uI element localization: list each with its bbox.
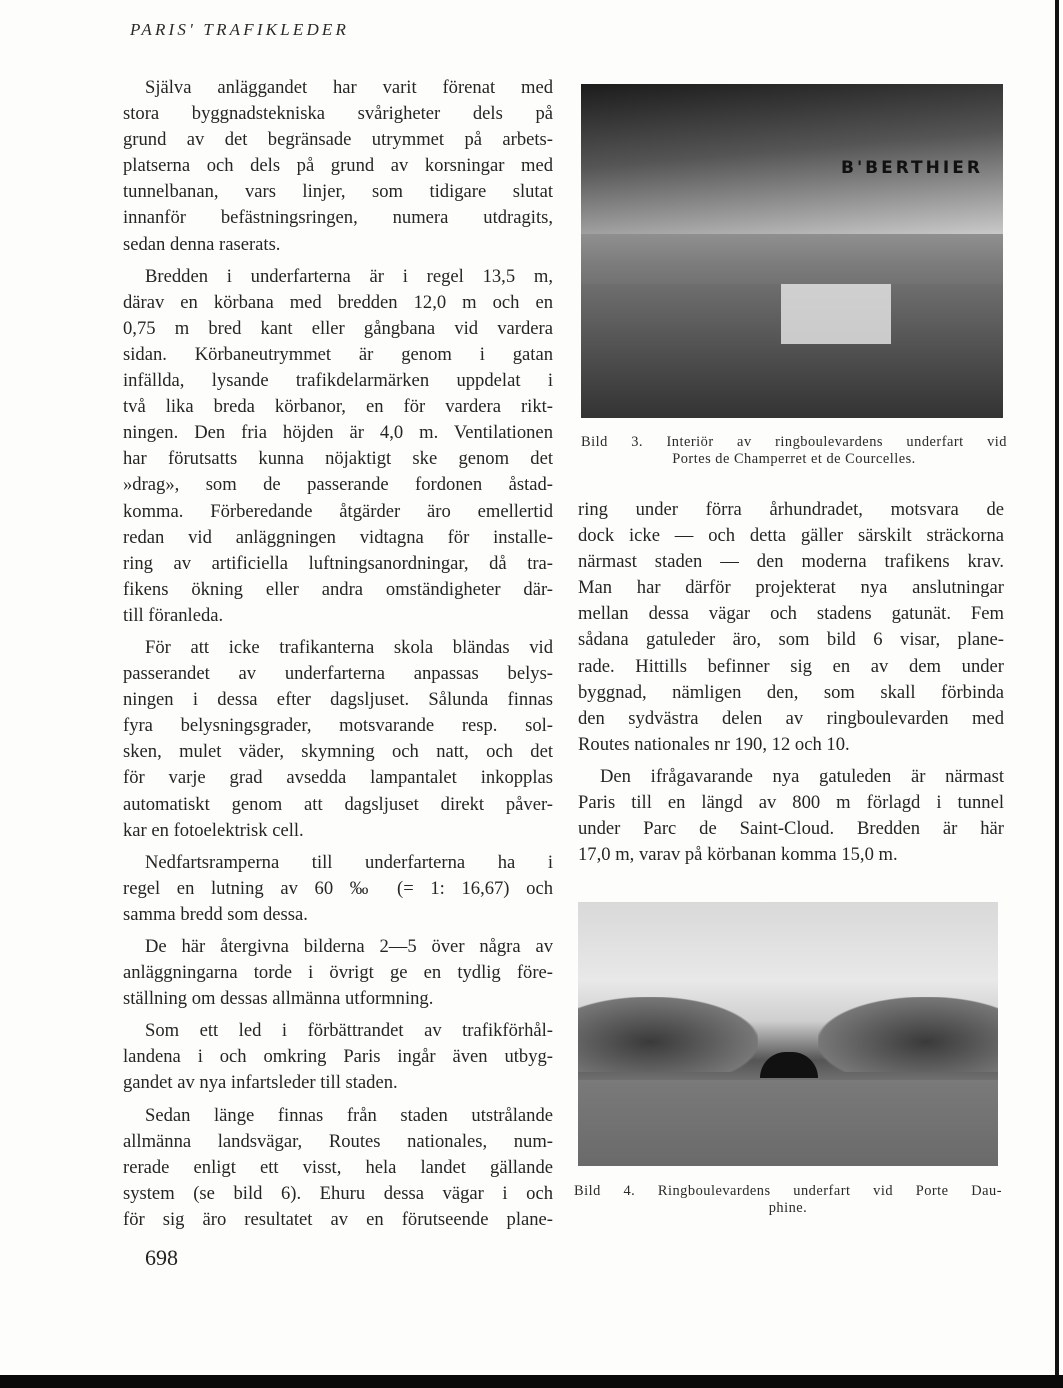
text-line: sådana gatuleder äro, som bild 6 visar, plane- [578,629,1004,651]
text-line: rade. Hittills befinner sig en av dem under [578,655,1004,677]
text-line: ring under förra århundradet, motsvara de [578,499,1004,520]
text-line: komma. Förberedande åtgärder äro emellertid [123,500,553,522]
left-text-column [123,75,553,1233]
text-line: rerade enligt ett visst, hela landet gällande [123,1156,553,1178]
text-line: anläggningarna torde i övrigt ge en tydlig före- [123,962,553,984]
caption-line: Portes de Champerret et de Courcelles. [672,451,916,467]
text-line: Den ifrågavarande nya gatuleden är närmast [600,765,1004,787]
trees-left [578,997,758,1072]
tunnel-far-opening [781,284,891,344]
text-line: för sig äro resultatet av en förutseende plane- [123,1208,553,1230]
paragraph [578,764,1004,868]
text-line: mellan dessa vägar och stadens gatunät. Fem [578,603,1004,625]
text-line: sedan denna raserats. [123,233,281,255]
scan-bottom-border [0,1375,1063,1388]
text-line: under Parc de Saint-Cloud. Bredden är här [578,818,1004,840]
text-line: Som ett led i förbättrandet av trafikförhål- [145,1020,553,1042]
text-line: Bredden i underfarterna är i regel 13,5 m, [145,265,553,287]
text-line: ningen. Den fria höjden är 4,0 m. Ventilationen [123,422,553,444]
text-line: därav en körbana med bredden 12,0 m och en [123,291,553,313]
text-line: stora byggnadstekniska svårigheter dels på [123,103,553,125]
text-line: Sedan länge finnas från staden utstrålande [145,1104,553,1126]
trees-right [818,997,998,1072]
paragraph [123,1103,553,1233]
text-line: samma bredd som dessa. [123,903,308,925]
caption-line: Bild 3. Interiör av ringboulevardens underfart vid [581,434,1007,450]
text-line: 0,75 m bred kant eller gångbana vid vardera [123,317,553,339]
caption-line: Bild 4. Ringboulevardens underfart vid Porte Dau- [574,1183,1002,1199]
figure-3-photo-tunnel-interior [581,84,1003,418]
text-line: ställning om dessas allmänna utformning. [123,988,434,1010]
figure-3-caption [581,434,1007,468]
underpass-portal [760,1052,818,1078]
text-line: till föranleda. [123,604,224,626]
paragraph [123,934,553,1012]
text-line: dock icke — och detta gäller särskilt sträckorna [578,525,1004,547]
scan-edge [1055,0,1059,1375]
text-line: innanför befästningsringen, numera utdragits, [123,207,553,229]
text-line: »drag», som de passerande fordonen åstad- [123,474,553,496]
text-line: 17,0 m, varav på körbanan komma 15,0 m. [578,844,898,866]
figure-4-photo-underpass [578,902,998,1166]
text-line: har förutsatts kunna nöjaktigt ske genom det [123,448,553,470]
text-line: passerandet av underfarterna anpassas belys- [123,663,553,685]
text-line: landena i och omkring Paris ingår även utbyg- [123,1046,553,1068]
text-line: sken, mulet väder, skymning och natt, och det [123,741,553,763]
text-line: den sydvästra delen av ringboulevarden med [578,707,1004,729]
paragraph [123,850,553,928]
text-line: Routes nationales nr 190, 12 och 10. [578,733,850,755]
paragraph [123,264,553,629]
text-line: platserna och dels på grund av korsningar med [123,155,553,177]
caption-line: phine. [768,1200,808,1216]
text-line: tunnelbanan, vars linjer, som tidigare slutat [123,181,553,203]
text-line: ningen i dessa efter dagsljuset. Sålunda finnas [123,689,553,711]
text-line: allmänna landsvägar, Routes nationales, num- [123,1130,553,1152]
text-line: fikens ökning eller andra omständigheter där- [123,578,553,600]
text-line: gandet av nya infartsleder till staden. [123,1072,398,1094]
text-line: sidan. Körbaneutrymmet är genom i gatan [123,343,553,365]
text-line: De här återgivna bilderna 2—5 över några av [145,936,553,957]
right-text-column [578,497,1004,868]
paragraph [578,497,1004,758]
text-line: närmast staden — den moderna trafikens krav. [578,551,1004,573]
running-head: PARIS' TRAFIKLEDER [130,20,350,39]
text-line: ring av artificiella luftningsanordningar, då tra- [123,552,553,574]
paragraph [123,75,553,258]
text-line: automatiskt genom att dagsljuset direkt påver- [123,793,553,815]
text-line: kar en fotoelektrisk cell. [123,819,304,841]
paragraph [123,635,553,844]
tunnel-sign: B'BERTHIER [841,158,983,178]
text-line: för varje grad avsedda lampantalet inkopplas [123,767,553,789]
text-line: infällda, lysande trafikdelarmärken uppdelat i [123,370,553,392]
text-line: Nedfartsramperna till underfarterna ha i [145,851,553,873]
text-line: system (se bild 6). Ehuru dessa vägar i och [123,1182,553,1204]
text-line: Man har därför projekterat nya anslutningar [578,577,1004,599]
text-line: regel en lutning av 60 ‰ (= 1: 16,67) och [123,877,553,899]
text-line: grund av det begränsade utrymmet på arbets- [123,129,553,151]
text-line: Själva anläggandet har varit förenat med [145,77,553,98]
page-number: 698 [145,1245,178,1270]
paragraph [123,1018,553,1096]
text-line: byggnad, nämligen den, som skall förbinda [578,681,1004,703]
text-line: fyra belysningsgrader, motsvarande resp. sol- [123,715,553,737]
text-line: Paris till en längd av 800 m förlagd i tunnel [578,792,1004,814]
figure-4-caption [574,1183,1002,1217]
text-line: två lika breda körbanor, en för vardera rikt- [123,396,553,418]
text-line: redan vid anläggningen vidtagna för installe- [123,526,553,548]
text-line: För att icke trafikanterna skola bländas vid [145,636,553,658]
roadway [578,1080,998,1166]
